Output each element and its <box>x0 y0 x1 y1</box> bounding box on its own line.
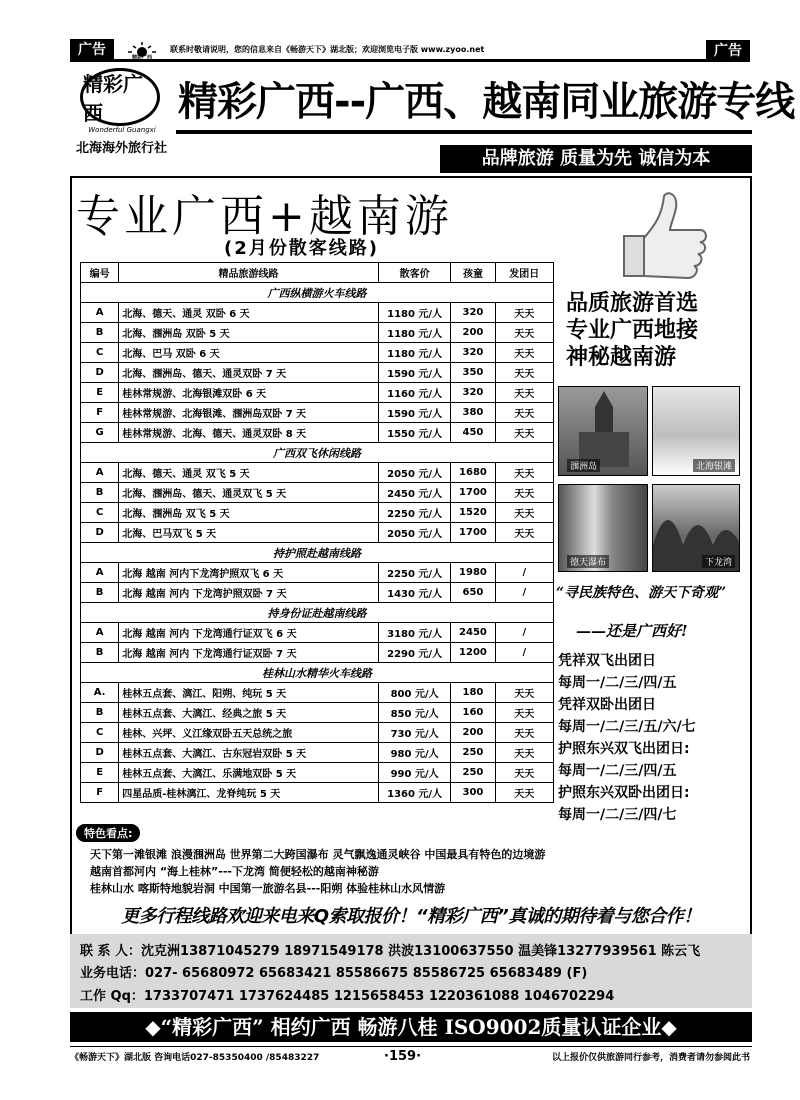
row-route: 北海 越南 河内 下龙湾通行证双卧 7 天 <box>119 643 379 663</box>
contact-people: 联 系 人：沈克洲13871045279 18971549178 洪波13100637550 温美锋13277939561 陈云飞 <box>80 944 701 959</box>
table-row <box>81 463 554 483</box>
row-child: 250 <box>451 763 495 783</box>
row-days: 天天 <box>495 303 553 323</box>
schedule-days: 每周一/二/三/四/五 <box>558 763 677 779</box>
row-price: 1180 元/人 <box>378 303 450 323</box>
row-price: 800 元/人 <box>378 683 450 703</box>
row-days: 天天 <box>495 783 553 803</box>
photo-waterfall <box>558 484 648 572</box>
quote-line-2: ——还是广西好! <box>576 622 688 640</box>
row-days: / <box>495 643 553 663</box>
section-title: 桂林山水精华火车线路 <box>81 663 554 683</box>
header-days: 发团日 <box>495 263 553 283</box>
row-price: 1550 元/人 <box>378 423 450 443</box>
row-price: 850 元/人 <box>378 703 450 723</box>
photo-beach <box>652 386 740 476</box>
brand-logo-chars: 精彩广西 <box>83 72 143 125</box>
row-child: 200 <box>451 323 495 343</box>
table-row <box>81 783 554 803</box>
row-route: 北海、涠洲岛、德天、通灵双飞 5 天 <box>119 483 379 503</box>
feature-line: 天下第一滩银滩 浪漫涠洲岛 世界第二大跨国瀑布 灵气飘逸通灵峡谷 中国最具有特色的边境游 <box>90 848 546 861</box>
row-child: 180 <box>451 683 495 703</box>
ad-label-right: 广告 <box>706 40 750 62</box>
row-route: 北海 越南 河内 下龙湾护照双卧 7 天 <box>119 583 379 603</box>
table-section-row <box>81 543 554 563</box>
row-id: F <box>81 403 119 423</box>
row-id: B <box>81 483 119 503</box>
row-child: 380 <box>451 403 495 423</box>
row-days: 天天 <box>495 383 553 403</box>
row-child: 2450 <box>451 623 495 643</box>
table-section-row <box>81 603 554 623</box>
row-route: 桂林常规游、北海银滩双卧 6 天 <box>119 383 379 403</box>
contact-qq: 工作 Qq：1733707471 1737624485 1215658453 1220361088 1046702294 <box>80 989 615 1004</box>
row-child: 300 <box>451 783 495 803</box>
promo-banner: 更多行程线路欢迎来电来Q索取报价！“精彩广西”真诚的期待着与您合作！ <box>121 906 701 927</box>
row-days: 天天 <box>495 503 553 523</box>
table-section-row <box>81 443 554 463</box>
table-row <box>81 383 554 403</box>
row-id: G <box>81 423 119 443</box>
footer-slogan-bar: ◆“精彩广西” 相约广西 畅游八桂 ISO9002质量认证企业◆ <box>70 1012 752 1042</box>
photo-caption: 涠洲岛 <box>567 459 600 472</box>
page-number: ·159· <box>384 1049 422 1064</box>
header-child: 孩童 <box>451 263 495 283</box>
row-route: 桂林、兴坪、义江缘双卧五天总统之旅 <box>119 723 379 743</box>
row-child: 160 <box>451 703 495 723</box>
row-child: 1700 <box>451 483 495 503</box>
row-route: 北海、德天、通灵 双飞 5 天 <box>119 463 379 483</box>
table-row <box>81 363 554 383</box>
quality-line: 神秘越南游 <box>566 344 677 370</box>
photo-church <box>558 386 648 476</box>
row-id: E <box>81 383 119 403</box>
quality-line: 专业广西地接 <box>566 317 699 343</box>
title-underline <box>176 130 752 134</box>
row-id: A <box>81 563 119 583</box>
top-notice: 联系时敬请说明，您的信息来自《畅游天下》湖北版；欢迎浏览电子版 www.zyoo.net <box>170 45 485 54</box>
row-days: 天天 <box>495 343 553 363</box>
row-child: 320 <box>451 343 495 363</box>
row-id: C <box>81 723 119 743</box>
row-id: D <box>81 743 119 763</box>
row-id: A. <box>81 683 119 703</box>
photo-caption: 北海银滩 <box>693 459 735 472</box>
header-id: 编号 <box>81 263 119 283</box>
routes-table <box>80 262 554 803</box>
row-child: 200 <box>451 723 495 743</box>
row-id: A <box>81 623 119 643</box>
row-price: 2050 元/人 <box>378 523 450 543</box>
row-child: 350 <box>451 363 495 383</box>
row-child: 250 <box>451 743 495 763</box>
row-child: 320 <box>451 303 495 323</box>
row-price: 1430 元/人 <box>378 583 450 603</box>
row-route: 桂林常规游、北海银滩、涠洲岛双卧 7 天 <box>119 403 379 423</box>
row-child: 450 <box>451 423 495 443</box>
row-price: 1590 元/人 <box>378 403 450 423</box>
row-child: 1680 <box>451 463 495 483</box>
row-child: 1980 <box>451 563 495 583</box>
section-title: 持护照赴越南线路 <box>81 543 554 563</box>
row-days: 天天 <box>495 423 553 443</box>
row-price: 2290 元/人 <box>378 643 450 663</box>
row-id: A <box>81 303 119 323</box>
ad-label-left: 广告 <box>70 39 114 61</box>
main-title: 精彩广西--广西、越南同业旅游专线 <box>178 79 795 125</box>
table-row <box>81 643 554 663</box>
quality-line: 品质旅游首选 <box>566 290 699 316</box>
row-id: E <box>81 763 119 783</box>
row-route: 北海、巴马双飞 5 天 <box>119 523 379 543</box>
row-days: 天天 <box>495 683 553 703</box>
row-price: 2050 元/人 <box>378 463 450 483</box>
brand-logo <box>74 66 170 134</box>
row-days: 天天 <box>495 743 553 763</box>
bottom-rule <box>70 1046 752 1047</box>
footer-disclaimer: 以上报价仅供旅游同行参考，消费者请勿参阅此书 <box>551 1053 750 1063</box>
row-price: 2250 元/人 <box>378 563 450 583</box>
footer-publisher: 《畅游天下》湖北版 咨询电话027-85350400 /85483227 <box>70 1053 320 1063</box>
brand-logo-en: Wonderful Guangxi <box>88 126 156 134</box>
table-row <box>81 343 554 363</box>
row-id: D <box>81 363 119 383</box>
contact-phones: 业务电话：027- 65680972 65683421 85586675 85586725 65683489 (F) <box>80 966 588 981</box>
agency-name: 北海海外旅行社 <box>76 141 168 156</box>
row-route: 北海、德天、通灵 双卧 6 天 <box>119 303 379 323</box>
table-section-row <box>81 663 554 683</box>
row-price: 1180 元/人 <box>378 343 450 363</box>
table-row <box>81 763 554 783</box>
photo-halong <box>652 484 740 572</box>
row-price: 1160 元/人 <box>378 383 450 403</box>
brand-logo-mark <box>80 68 160 126</box>
row-route: 桂林常规游、北海、德天、通灵双卧 8 天 <box>119 423 379 443</box>
row-price: 2450 元/人 <box>378 483 450 503</box>
row-route: 桂林五点套、大漓江、乐满地双卧 5 天 <box>119 763 379 783</box>
row-id: B <box>81 323 119 343</box>
row-days: 天天 <box>495 703 553 723</box>
table-row <box>81 563 554 583</box>
row-days: 天天 <box>495 363 553 383</box>
row-route: 北海、涠洲岛、德天、通灵双卧 7 天 <box>119 363 379 383</box>
row-route: 北海、涠洲岛 双飞 5 天 <box>119 503 379 523</box>
topbar-sun-logo-icon <box>120 40 164 60</box>
row-days: 天天 <box>495 403 553 423</box>
row-price: 1180 元/人 <box>378 323 450 343</box>
schedule-label: 凭祥双卧出团日 <box>558 697 656 713</box>
sub-title: (2月份散客线路) <box>224 238 379 259</box>
row-days: 天天 <box>495 763 553 783</box>
photo-caption: 德天瀑布 <box>567 555 609 568</box>
section-title: 广西双飞休闲线路 <box>81 443 554 463</box>
row-price: 1590 元/人 <box>378 363 450 383</box>
row-id: F <box>81 783 119 803</box>
row-route: 北海 越南 河内 下龙湾通行证双飞 6 天 <box>119 623 379 643</box>
photo-caption: 下龙湾 <box>702 555 735 568</box>
quality-text <box>566 290 698 371</box>
row-days: / <box>495 563 553 583</box>
row-price: 990 元/人 <box>378 763 450 783</box>
row-child: 1520 <box>451 503 495 523</box>
feature-line: 桂林山水 喀斯特地貌岩洞 中国第一旅游名县---阳朔 体验桂林山水风情游 <box>90 882 446 895</box>
table-row <box>81 403 554 423</box>
table-row <box>81 323 554 343</box>
row-days: 天天 <box>495 483 553 503</box>
header-price: 散客价 <box>378 263 450 283</box>
schedule-label: 护照东兴双飞出团日: <box>558 741 690 757</box>
table-row <box>81 743 554 763</box>
row-route: 北海 越南 河内下龙湾护照双飞 6 天 <box>119 563 379 583</box>
row-id: D <box>81 523 119 543</box>
row-days: 天天 <box>495 523 553 543</box>
row-route: 桂林五点套、大漓江、经典之旅 5 天 <box>119 703 379 723</box>
features-badge: 特色看点: <box>76 824 140 842</box>
section-title: 广西纵横游火车线路 <box>81 283 554 303</box>
row-price: 1360 元/人 <box>378 783 450 803</box>
schedule-label: 凭祥双飞出团日 <box>558 653 656 669</box>
row-id: B <box>81 643 119 663</box>
table-row <box>81 523 554 543</box>
row-days: 天天 <box>495 463 553 483</box>
table-row <box>81 723 554 743</box>
row-days: / <box>495 583 553 603</box>
table-row <box>81 483 554 503</box>
row-route: 桂林五点套、漓江、阳朔、纯玩 5 天 <box>119 683 379 703</box>
table-header-row <box>81 263 554 283</box>
row-price: 980 元/人 <box>378 743 450 763</box>
row-id: C <box>81 343 119 363</box>
row-price: 2250 元/人 <box>378 503 450 523</box>
row-id: C <box>81 503 119 523</box>
table-row <box>81 303 554 323</box>
top-ad-bar <box>70 40 750 62</box>
table-row <box>81 703 554 723</box>
row-days: 天天 <box>495 323 553 343</box>
feature-line: 越南首都河内 “海上桂林”---下龙湾 简便轻松的越南神秘游 <box>90 865 379 878</box>
row-id: B <box>81 583 119 603</box>
big-title: 专业广西+越南游 <box>76 191 453 242</box>
schedule-days: 每周一/二/三/四/五 <box>558 675 677 691</box>
table-section-row <box>81 283 554 303</box>
row-route: 北海、巴马 双卧 6 天 <box>119 343 379 363</box>
thumbs-up-icon <box>604 186 712 282</box>
table-row <box>81 683 554 703</box>
row-route: 北海、涠洲岛 双卧 5 天 <box>119 323 379 343</box>
row-child: 1700 <box>451 523 495 543</box>
table-row <box>81 623 554 643</box>
section-title: 持身份证赴越南线路 <box>81 603 554 623</box>
table-row <box>81 423 554 443</box>
table-row <box>81 583 554 603</box>
schedule-days: 每周一/二/三/四/七 <box>558 807 677 823</box>
row-id: B <box>81 703 119 723</box>
row-days: 天天 <box>495 723 553 743</box>
table-row <box>81 503 554 523</box>
row-child: 650 <box>451 583 495 603</box>
row-days: / <box>495 623 553 643</box>
quote-line-1: “寻民族特色、游天下奇观” <box>556 585 727 601</box>
row-route: 桂林五点套、大漓江、古东冠岩双卧 5 天 <box>119 743 379 763</box>
row-child: 1200 <box>451 643 495 663</box>
row-price: 730 元/人 <box>378 723 450 743</box>
row-id: A <box>81 463 119 483</box>
row-child: 320 <box>451 383 495 403</box>
row-price: 3180 元/人 <box>378 623 450 643</box>
topbar-logo-text: 精彩广西 <box>131 54 153 60</box>
schedule-days: 每周一/二/三/五/六/七 <box>558 719 696 735</box>
slogan-bar: 品牌旅游 质量为先 诚信为本 <box>440 145 752 173</box>
header-route: 精品旅游线路 <box>119 263 379 283</box>
row-route: 四星品质-桂林漓江、龙脊纯玩 5 天 <box>119 783 379 803</box>
schedule-label: 护照东兴双卧出团日: <box>558 785 690 801</box>
